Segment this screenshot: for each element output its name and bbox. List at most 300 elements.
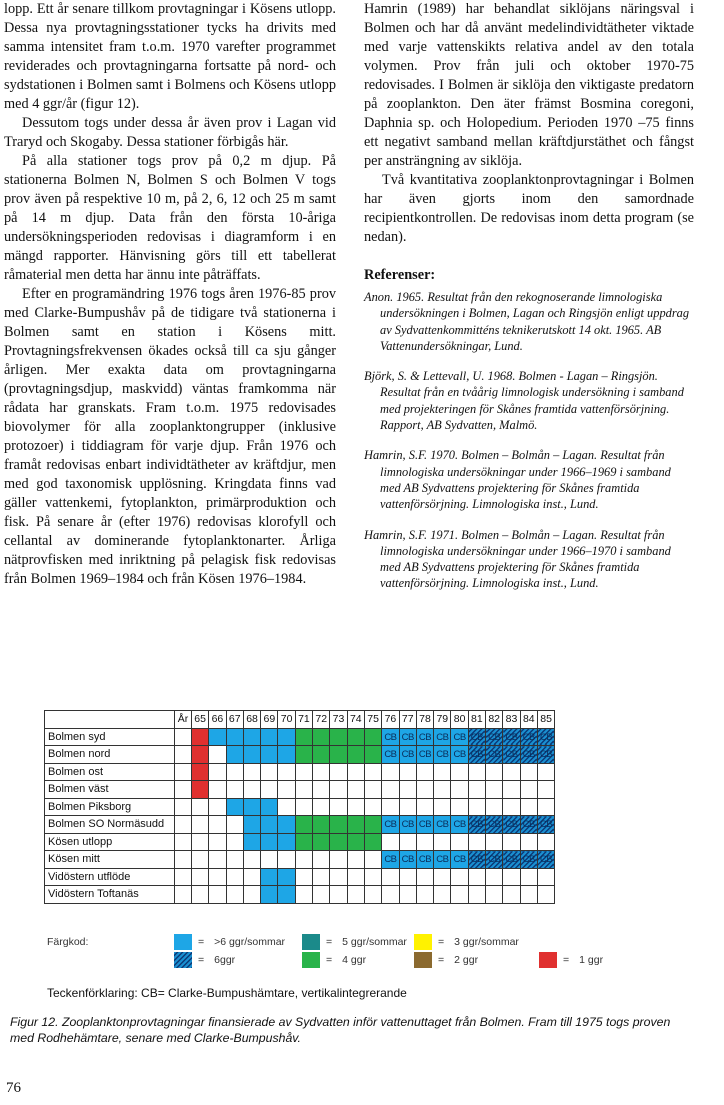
station-row	[45, 886, 555, 904]
sampling-cell	[243, 886, 260, 904]
cb-marker: CB	[453, 854, 466, 866]
year-header-cell: 79	[434, 711, 451, 729]
legend-item	[414, 952, 478, 968]
sampling-cell	[537, 781, 554, 799]
sampling-cell	[209, 816, 226, 834]
sampling-cell	[226, 833, 243, 851]
sampling-cell	[347, 728, 364, 746]
cb-marker: CB	[522, 731, 535, 743]
sampling-cell	[295, 868, 312, 886]
cb-marker: CB	[505, 819, 518, 831]
sampling-cell	[416, 851, 433, 869]
sampling-cell	[468, 851, 485, 869]
sampling-cell	[434, 886, 451, 904]
sampling-cell	[347, 763, 364, 781]
station-name: Bolmen ost	[45, 763, 175, 781]
cb-marker: CB	[539, 731, 553, 743]
sampling-cell	[313, 781, 330, 799]
legend-swatch	[539, 952, 557, 968]
sampling-cell	[503, 833, 520, 851]
legend-swatch	[414, 952, 432, 968]
sampling-cell	[364, 728, 381, 746]
spacer-cell	[175, 851, 192, 869]
cb-marker: CB	[401, 749, 414, 761]
spacer-cell	[175, 868, 192, 886]
cb-marker: CB	[522, 819, 535, 831]
year-header-row	[45, 711, 555, 729]
cb-marker: CB	[401, 819, 414, 831]
sampling-cell	[382, 763, 399, 781]
sampling-cell	[209, 728, 226, 746]
sampling-cell	[313, 851, 330, 869]
spacer-cell	[175, 886, 192, 904]
legend-label: 3 ggr/sommar	[454, 936, 519, 948]
sampling-cell	[399, 833, 416, 851]
cb-marker: CB	[384, 854, 397, 866]
sampling-cell	[416, 868, 433, 886]
sampling-cell	[261, 763, 278, 781]
legend-equals: =	[198, 936, 205, 948]
sampling-cell	[537, 886, 554, 904]
sampling-cell	[313, 816, 330, 834]
sampling-cell	[330, 728, 347, 746]
sampling-cell	[520, 763, 537, 781]
paragraph: Dessutom togs under dessa år även prov i Lagan vid Traryd och Skogaby. Dessa stationer förbigås här.	[4, 115, 336, 150]
station-name: Kösen utlopp	[45, 833, 175, 851]
sampling-cell	[486, 833, 503, 851]
cb-marker: CB	[453, 731, 466, 743]
sampling-schedule-table	[44, 710, 555, 904]
sampling-cell	[520, 816, 537, 834]
sampling-cell	[537, 816, 554, 834]
paragraph: Efter en programändring 1976 togs åren 1976-85 prov med Clarke-Bumpushåv på de tidigare två stationerna i Bolmen samt en station i Kösens mitt. Provtagningsfrekvensen ökades också till ca sju gånger årligen. Mer exakta data om provtagningarna (provtagningsdjup, maskvidd) väntas framkomma när rådata har granskats. Fram t.o.m. 1975 redovisades biovolymer för alla zooplanktongrupper (inklusive protozoer) i tiddiagram för varje djup. Från 1976 och framåt redovisas enbart individtätheter av kräftdjur, men med god taxonomisk upplösning. Kringdata finns vad gäller vattenkemi, fytoplankton, primärproduktion och fisk. På senare år (efter 1976) redovisas klorofyll och cellantal av dominerande fytoplanktonarter. Årliga nätprovfisken med inriktning på pelagisk fisk redovisas från Bolmen 1969–1984 och från Kösen 1976–1984.	[4, 286, 336, 587]
year-header-cell: 71	[295, 711, 312, 729]
legend-label: 6ggr	[214, 954, 236, 966]
sampling-cell	[468, 868, 485, 886]
legend-swatch	[302, 934, 320, 950]
sampling-cell	[278, 868, 295, 886]
year-header-cell: 76	[382, 711, 399, 729]
sampling-cell	[243, 746, 260, 764]
legend-swatch	[414, 934, 432, 950]
sampling-cell	[278, 728, 295, 746]
sampling-cell	[520, 833, 537, 851]
references-heading: Referenser:	[364, 267, 436, 283]
year-header-cell: 77	[399, 711, 416, 729]
sampling-cell	[278, 781, 295, 799]
station-row	[45, 728, 555, 746]
sampling-cell	[364, 781, 381, 799]
sampling-cell	[192, 798, 209, 816]
sampling-cell	[261, 851, 278, 869]
reference-item: Hamrin, S.F. 1970. Bolmen – Bolmån – Lagan. Resultat från limnologiska undersökningar under 1966–1969 i samband med AB Sydvattens projektering för Skånes framtida vattenförsörjning. Limnologiska inst., Lund.	[364, 448, 671, 512]
sampling-cell	[261, 781, 278, 799]
cb-marker: CB	[488, 819, 501, 831]
sampling-cell	[261, 816, 278, 834]
paragraph: lopp. Ett år senare tillkom provtagningar i Kösens utlopp. Dessa nya provtagningsstationer tycks ha drivits med samma intensitet fram t.o.m. 1970 varefter programmet reviderades och provtagningarna fortsatte på nord- och sydstationen i Bolmen samt i Bolmens och Kösens utlopp med 4 ggr/år (figur 12).	[4, 1, 336, 112]
sampling-cell	[295, 746, 312, 764]
sampling-cell	[295, 851, 312, 869]
sampling-cell	[347, 886, 364, 904]
sampling-cell	[468, 781, 485, 799]
year-header-cell: 73	[330, 711, 347, 729]
year-header-cell: 65	[192, 711, 209, 729]
year-header-cell: 69	[261, 711, 278, 729]
sampling-cell	[451, 868, 468, 886]
sampling-cell	[503, 781, 520, 799]
legend-title: Färgkod:	[47, 936, 89, 948]
sampling-cell	[330, 886, 347, 904]
sampling-cell	[243, 798, 260, 816]
sampling-cell	[261, 868, 278, 886]
sampling-cell	[486, 763, 503, 781]
sampling-cell	[416, 833, 433, 851]
legend-item	[302, 952, 366, 968]
sampling-cell	[192, 781, 209, 799]
sampling-cell	[416, 886, 433, 904]
sampling-cell	[243, 868, 260, 886]
cb-marker: CB	[418, 854, 432, 866]
cb-marker: CB	[418, 731, 432, 743]
sampling-cell	[399, 798, 416, 816]
sampling-cell	[364, 868, 381, 886]
sampling-cell	[192, 851, 209, 869]
sampling-cell	[313, 798, 330, 816]
sampling-cell	[520, 781, 537, 799]
sampling-cell	[399, 763, 416, 781]
station-name: Vidöstern Toftanäs	[45, 886, 175, 904]
sampling-cell	[364, 746, 381, 764]
legend-equals: =	[438, 954, 445, 966]
figure-caption: Figur 12. Zooplanktonprovtagningar finansierade av Sydvatten inför vattenuttaget från Bolmen. Fram till 1975 togs proven med Rodhehämtare, senare med Clarke-Bumpushåv.	[10, 1015, 671, 1045]
sampling-cell	[416, 781, 433, 799]
sampling-cell	[226, 851, 243, 869]
sampling-cell	[451, 798, 468, 816]
paragraph: Två kvantitativa zooplanktonprovtagningar i Bolmen har även gjorts inom den samordnade recipientkontrollen. De redovisas inom detta program (se nedan).	[364, 172, 694, 245]
cb-marker: CB	[488, 854, 501, 866]
sampling-cell	[364, 798, 381, 816]
sampling-cell	[209, 781, 226, 799]
station-row	[45, 851, 555, 869]
sampling-cell	[399, 851, 416, 869]
sampling-cell	[313, 868, 330, 886]
legend-swatch	[302, 952, 320, 968]
sampling-cell	[520, 886, 537, 904]
sampling-cell	[330, 868, 347, 886]
sampling-cell	[537, 798, 554, 816]
sampling-cell	[261, 886, 278, 904]
sampling-cell	[486, 798, 503, 816]
sampling-cell	[520, 728, 537, 746]
year-header-cell: 68	[243, 711, 260, 729]
sampling-cell	[468, 798, 485, 816]
station-row	[45, 868, 555, 886]
cb-marker: CB	[488, 749, 501, 761]
station-row	[45, 798, 555, 816]
sampling-cell	[434, 851, 451, 869]
sampling-cell	[295, 763, 312, 781]
sampling-cell	[451, 728, 468, 746]
sampling-cell	[295, 816, 312, 834]
sampling-cell	[261, 833, 278, 851]
legend-item	[302, 934, 407, 950]
legend-item	[174, 934, 285, 950]
spacer-cell	[175, 763, 192, 781]
sampling-cell	[243, 816, 260, 834]
station-name: Vidöstern utflöde	[45, 868, 175, 886]
cb-marker: CB	[436, 749, 449, 761]
sampling-cell	[226, 746, 243, 764]
reference-item: Anon. 1965. Resultat från den rekognoserande limnologiska undersökningen i Bolmen, Lagan och Ringsjön enligt uppdrag av Sydvattenkommitténs teknikerutskott 14 okt. 1965. AB Vattenundersökningar, Lund.	[364, 290, 690, 353]
cb-marker: CB	[418, 819, 432, 831]
sampling-cell	[486, 728, 503, 746]
sampling-cell	[399, 781, 416, 799]
color-legend	[47, 928, 687, 976]
sampling-cell	[537, 746, 554, 764]
year-label-cell: År	[175, 711, 192, 729]
cb-marker: CB	[539, 749, 553, 761]
sampling-cell	[434, 816, 451, 834]
sampling-cell	[209, 868, 226, 886]
sampling-cell	[503, 763, 520, 781]
year-header-cell: 84	[520, 711, 537, 729]
sampling-cell	[468, 886, 485, 904]
sampling-cell	[261, 728, 278, 746]
sampling-cell	[468, 728, 485, 746]
sampling-cell	[503, 851, 520, 869]
legend-equals: =	[326, 936, 333, 948]
sampling-cell	[347, 798, 364, 816]
sampling-cell	[486, 851, 503, 869]
cb-marker: CB	[488, 731, 501, 743]
sampling-cell	[226, 763, 243, 781]
sampling-cell	[520, 851, 537, 869]
sampling-cell	[192, 868, 209, 886]
year-header-cell: 72	[313, 711, 330, 729]
sampling-cell	[192, 763, 209, 781]
sampling-cell	[295, 781, 312, 799]
sampling-cell	[416, 763, 433, 781]
sampling-cell	[382, 816, 399, 834]
year-header-cell: 74	[347, 711, 364, 729]
sampling-cell	[330, 833, 347, 851]
sampling-cell	[486, 816, 503, 834]
sampling-cell	[330, 798, 347, 816]
sampling-cell	[451, 746, 468, 764]
sampling-cell	[330, 851, 347, 869]
station-row	[45, 781, 555, 799]
sampling-cell	[486, 746, 503, 764]
sampling-cell	[313, 728, 330, 746]
sampling-cell	[503, 728, 520, 746]
cb-marker: CB	[384, 819, 397, 831]
legend-item	[174, 952, 235, 968]
sampling-cell	[451, 816, 468, 834]
year-header-cell: 83	[503, 711, 520, 729]
sampling-cell	[399, 728, 416, 746]
sampling-cell	[416, 798, 433, 816]
sampling-cell	[226, 886, 243, 904]
station-row	[45, 816, 555, 834]
sampling-cell	[278, 798, 295, 816]
spacer-cell	[175, 746, 192, 764]
sampling-cell	[209, 763, 226, 781]
cb-marker: CB	[470, 749, 483, 761]
sampling-cell	[364, 763, 381, 781]
page-number: 76	[6, 1080, 21, 1096]
year-header-cell: 75	[364, 711, 381, 729]
sampling-cell	[313, 886, 330, 904]
sampling-cell	[347, 746, 364, 764]
spacer-cell	[175, 798, 192, 816]
sampling-cell	[226, 816, 243, 834]
spacer-cell	[175, 816, 192, 834]
reference-item: Björk, S. & Lettevall, U. 1968. Bolmen - Lagan – Ringsjön. Resultat från en tvåårig limnologisk undersökning i samband med projekteringen för Skånes framtida vattenförsörjning. Rapport, AB Sydvatten, Malmö.	[364, 369, 684, 433]
sampling-cell	[295, 886, 312, 904]
sampling-cell	[451, 851, 468, 869]
sampling-cell	[278, 886, 295, 904]
cb-marker: CB	[505, 749, 518, 761]
cb-marker: CB	[418, 749, 432, 761]
sampling-cell	[503, 816, 520, 834]
sampling-cell	[520, 868, 537, 886]
sampling-cell	[503, 746, 520, 764]
right-paragraphs	[364, 0, 694, 247]
sampling-cell	[347, 816, 364, 834]
sampling-cell	[226, 781, 243, 799]
sampling-cell	[520, 798, 537, 816]
sampling-cell	[364, 851, 381, 869]
spacer-cell	[175, 833, 192, 851]
references-list	[364, 289, 694, 592]
cb-marker: CB	[401, 854, 414, 866]
legend-swatch	[174, 952, 192, 968]
sampling-cell	[434, 868, 451, 886]
sampling-cell	[434, 781, 451, 799]
cb-marker: CB	[401, 731, 414, 743]
sampling-cell	[486, 886, 503, 904]
sampling-cell	[537, 763, 554, 781]
cb-marker: CB	[505, 854, 518, 866]
sampling-cell	[261, 798, 278, 816]
station-name: Kösen mitt	[45, 851, 175, 869]
year-header-cell: 70	[278, 711, 295, 729]
sampling-cell	[399, 746, 416, 764]
sampling-cell	[468, 816, 485, 834]
sampling-cell	[382, 833, 399, 851]
cb-marker: CB	[436, 819, 449, 831]
station-name: Bolmen Piksborg	[45, 798, 175, 816]
year-header-cell: 82	[486, 711, 503, 729]
sampling-cell	[243, 728, 260, 746]
sampling-cell	[278, 746, 295, 764]
station-name: Bolmen SO Normäsudd	[45, 816, 175, 834]
cb-marker: CB	[436, 854, 449, 866]
sampling-cell	[399, 816, 416, 834]
sampling-cell	[503, 868, 520, 886]
cb-marker: CB	[505, 731, 518, 743]
year-header-cell: 78	[416, 711, 433, 729]
sampling-cell	[364, 886, 381, 904]
cb-marker: CB	[539, 854, 553, 866]
reference-item: Hamrin, S.F. 1971. Bolmen – Bolmån – Lagan. Resultat från limnologiska undersökningar under 1966–1970 i samband med AB Sydvattens projektering för Skånes framtida vattenförsörjning. Limnologiska inst., Lund.	[364, 527, 671, 591]
sampling-cell	[468, 763, 485, 781]
sampling-cell	[330, 746, 347, 764]
sampling-cell	[192, 728, 209, 746]
cb-marker: CB	[470, 819, 483, 831]
station-row	[45, 833, 555, 851]
legend-equals: =	[326, 954, 333, 966]
sampling-cell	[434, 728, 451, 746]
legend-equals: =	[563, 954, 570, 966]
sampling-cell	[486, 868, 503, 886]
legend-equals: =	[198, 954, 205, 966]
cb-marker: CB	[470, 731, 483, 743]
sampling-cell	[537, 833, 554, 851]
sampling-cell	[347, 781, 364, 799]
legend-label: >6 ggr/sommar	[214, 936, 286, 948]
sampling-cell	[503, 886, 520, 904]
sampling-cell	[451, 763, 468, 781]
sampling-cell	[382, 728, 399, 746]
sampling-cell	[209, 798, 226, 816]
station-row	[45, 763, 555, 781]
sampling-cell	[364, 833, 381, 851]
sampling-cell	[347, 868, 364, 886]
sampling-cell	[226, 868, 243, 886]
legend-label: 2 ggr	[454, 954, 479, 966]
sampling-cell	[364, 816, 381, 834]
sampling-cell	[278, 851, 295, 869]
spacer-cell	[175, 781, 192, 799]
legend-item	[414, 934, 519, 950]
sampling-cell	[537, 728, 554, 746]
year-header-cell: 85	[537, 711, 554, 729]
station-name: Bolmen väst	[45, 781, 175, 799]
sampling-cell	[313, 763, 330, 781]
sampling-cell	[243, 833, 260, 851]
sampling-cell	[537, 868, 554, 886]
station-name: Bolmen syd	[45, 728, 175, 746]
sampling-cell	[399, 886, 416, 904]
sampling-cell	[382, 886, 399, 904]
sampling-cell	[313, 833, 330, 851]
sampling-cell	[243, 781, 260, 799]
cb-marker: CB	[522, 854, 535, 866]
sampling-cell	[295, 833, 312, 851]
sampling-cell	[416, 728, 433, 746]
cb-marker: CB	[384, 731, 397, 743]
legend-label: 4 ggr	[342, 954, 367, 966]
header-blank-cell	[45, 711, 175, 729]
cb-marker: CB	[470, 854, 483, 866]
sampling-cell	[434, 833, 451, 851]
sampling-cell	[451, 886, 468, 904]
sampling-cell	[468, 833, 485, 851]
cb-marker: CB	[384, 749, 397, 761]
sampling-cell	[209, 886, 226, 904]
station-row	[45, 746, 555, 764]
left-text-column	[4, 0, 336, 589]
legend-equals: =	[438, 936, 445, 948]
cb-marker: CB	[453, 749, 466, 761]
right-text-column	[364, 0, 694, 592]
sampling-cell	[520, 746, 537, 764]
sampling-cell	[278, 763, 295, 781]
cb-marker: CB	[539, 819, 553, 831]
sampling-cell	[192, 746, 209, 764]
sampling-cell	[226, 728, 243, 746]
